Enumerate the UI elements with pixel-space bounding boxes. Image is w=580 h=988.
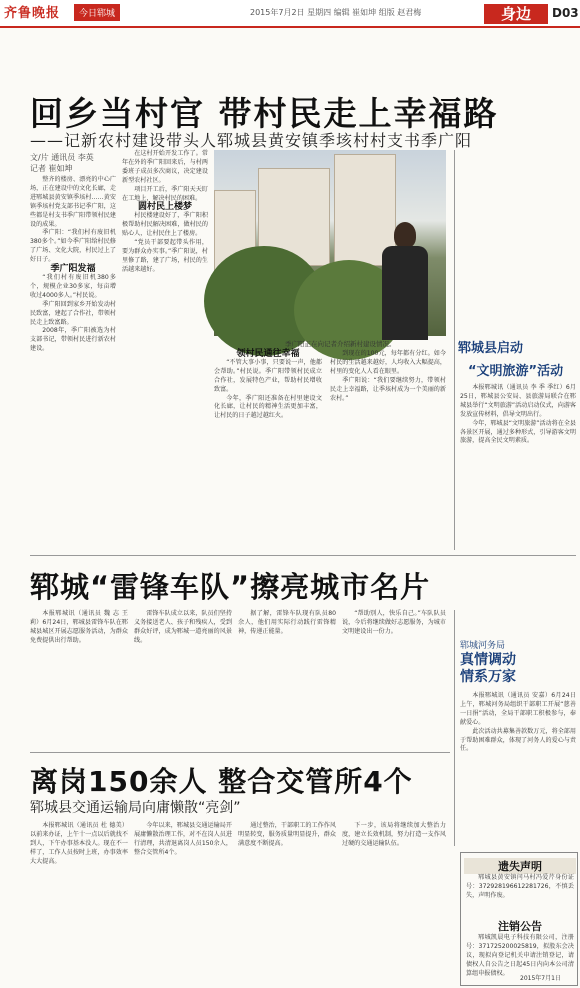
paragraph: 郓城县黄安镇闫马村冯爱芹身份证号：372928196612281726，不慎丢失，声明作废。	[466, 874, 574, 899]
notice-body-lost	[466, 874, 574, 914]
section3-subheadline: 郓城县交通运输局向庸懒散“亮剑”	[30, 800, 241, 816]
paragraph: 今年，季广阳还准备在村里建设文化长廊，让村民的精神生活更加丰富，让村民的日子越过越红火。	[214, 394, 322, 420]
issue-line: 2015年7月2日 星期四 编辑 崔如坤 组版 赵君梅	[250, 8, 422, 17]
main-column-3	[214, 350, 322, 548]
paragraph: 本报郓城讯（通讯员 魏 志 王莉）6月24日，郓城县雷锋车队在郓城县城区开展志愿服务活动，为群众免费提供出行帮助。	[30, 610, 128, 644]
notice-title-lost: 遗失声明	[464, 858, 576, 874]
paragraph: 季广阳回到家乡开始发动村民致富，建起了合作社，带领村民走上致富路。	[30, 300, 116, 326]
paragraph: 季广阳：“我们村有废旧机380多个。”如今季广阳给村民修了广场、文化大院，村民过上了好日子。	[30, 229, 116, 264]
paragraph: 整齐的楼房、漂亮的中心广场，正在建设中的文化长廊，走进郓城县黄安镇季垓村……黄安镇季垓村党支部书记季广阳，这些都是村支书季广阳带领村民建设的成果。	[30, 176, 116, 228]
brief2-headline: 真情调动 情系万家	[460, 652, 516, 685]
paragraph: 本报郓城讯（通讯员 杜 德美）以前来办证，上午十一点以后就找不到人，下午办事基本没人。现在不一样了，工作人员按时上班，办事效率大大提高。	[30, 822, 128, 865]
paragraph: 本报郓城讯（通讯员 安嘉）6月24日上午，郓城河务局组织干部职工开展“慈善一日捐”活动，全局干部职工积极参与，奉献爱心。	[460, 692, 576, 726]
main-subheadline: ——记新农村建设带头人郓城县黄安镇季垓村村支书季广阳	[30, 131, 473, 150]
subheading: 领村民通往幸福	[236, 349, 300, 359]
photo-caption: 季广阳正在向记者介绍新村建设情况。	[285, 340, 396, 348]
section3-headline: 离岗150余人 整合交管所4个	[30, 765, 413, 798]
paragraph: 本报郓城讯（通讯员 李 季 季红）6月25日，郓城县公安局、县旅游局联合在郓城县举行“文明旅游”活动启动仪式，向游客发放宣传材料，倡导文明出行。	[460, 384, 577, 418]
masthead: 齐鲁晚报	[4, 6, 61, 21]
brief2-kicker: 郓城河务局	[460, 641, 506, 651]
paragraph: 通过整治，干部职工的工作作风明显转变，服务质量明显提升，群众满意度不断提高。	[238, 822, 336, 847]
paragraph: 今年以来，郓城县交通运输局开展庸懒散治理工作，对不在岗人员进行清理，共清退离岗人员150余人，整合交管所4个。	[134, 822, 232, 856]
header-divider	[0, 26, 580, 28]
paragraph: 2008年，季广阳被选为村支部书记，带领村民进行新农村建设。	[30, 327, 116, 353]
brief-title-line1: 郓城县启动	[458, 341, 524, 356]
subheading: 季广阳发福	[50, 264, 96, 275]
paragraph: 下一步，该局将继续加大整治力度，建立长效机制，努力打造一支作风过硬的交通运输队伍。	[342, 822, 446, 847]
person-head	[394, 222, 416, 248]
page-number: D03	[552, 6, 579, 20]
paragraph: 到现在的100元，每年都有分红。如今村民的生活越来越好，人均收入大幅提高，村里的变化人人看在眼里。	[330, 350, 446, 375]
byline: 文/片 通讯员 李英 记者 崔如坤	[30, 153, 94, 173]
section3-column	[238, 822, 336, 982]
column-divider	[454, 150, 455, 550]
section-divider	[30, 555, 576, 556]
main-column-2	[122, 150, 208, 548]
notice-date: 2015年7月1日	[520, 975, 561, 982]
main-column-1	[30, 176, 116, 548]
notice-title-cancel: 注销公告	[498, 920, 542, 933]
section3-column	[30, 822, 128, 982]
paragraph: 在这村开始开发工作了。常年在外的季广阳回来后，与村两委班子成员多次商议，决定建设新型农村社区。	[122, 150, 208, 184]
main-column-4	[330, 350, 446, 548]
section-divider	[30, 752, 450, 753]
section2-headline: 郓城“雷锋车队”擦亮城市名片	[30, 570, 431, 604]
section2-column	[134, 610, 232, 748]
paragraph: 季广阳说：“我们要继续努力，带领村民走上幸福路，让季垓村成为一个美丽的新农村。”	[330, 376, 446, 402]
paragraph: “帮助别人，快乐自己。”车队队员说，今后将继续做好志愿服务，为城市文明建设出一份力。	[342, 610, 446, 635]
column-divider	[454, 610, 455, 846]
paragraph: 雷锋车队成立以来，队员们坚持义务接送老人、孩子和残疾人，受到群众好评，成为郓城一道亮丽的风景线。	[134, 610, 232, 644]
notice-body-cancel	[466, 934, 574, 977]
section3-column	[342, 822, 446, 982]
section2-column	[30, 610, 128, 748]
section2-column	[238, 610, 336, 748]
brief-title-line2: “文明旅游”活动	[468, 364, 564, 379]
paragraph: “不管大事小事，只要说一声，他都会帮助。”村民说。季广阳带领村民成立合作社，发展特色产业，帮助村民增收致富。	[214, 358, 322, 393]
paragraph: 据了解，雷锋车队现有队员80余人，他们用实际行动践行雷锋精神，传递正能量。	[238, 610, 336, 635]
brief2-body	[460, 692, 576, 848]
paragraph: 今年，郓城县“文明旅游”活动将在全县各景区开展，通过多种形式，引导游客文明旅游，提高全民文明素质。	[460, 419, 577, 445]
village-photo	[214, 150, 446, 336]
section3-column	[134, 822, 232, 982]
section-label: 身边	[484, 4, 548, 24]
main-headline: 回乡当村官 带村民走上幸福路	[30, 94, 499, 133]
section2-column	[342, 610, 446, 748]
person-body	[382, 246, 428, 340]
paragraph: “党员干部要起带头作用，要为群众办实事。”季广阳说，村里修了路，建了广场，村民的生活越来越好。	[122, 239, 208, 273]
edition-flag: 今日郓城	[74, 4, 120, 21]
paragraph: 项目开工后，季广阳天天盯在工地上，解决村民的困难。	[122, 185, 208, 202]
paragraph: “我们村有废旧机380多个，规模企业30多家，每亩增收过4000多人。”村民说。	[30, 273, 116, 299]
paragraph: 村民楼建设好了，季广阳积极帮助村民解决困难，做村民的贴心人，让村民住上了楼房。	[122, 212, 208, 238]
subheading: 圆村民上楼梦	[137, 202, 192, 213]
brief-body	[460, 384, 576, 548]
paragraph: 郓城凯晨电子科技有限公司，注册号：371725200025819，拟股东会决议，现拟向登记机关申请注销登记，请债权人自公告之日起45日内向本公司清算组申报债权。	[466, 934, 574, 977]
paragraph: 此次活动共募集善款数万元，将全部用于帮助困难群众，体现了河务人的爱心与责任。	[460, 727, 576, 753]
